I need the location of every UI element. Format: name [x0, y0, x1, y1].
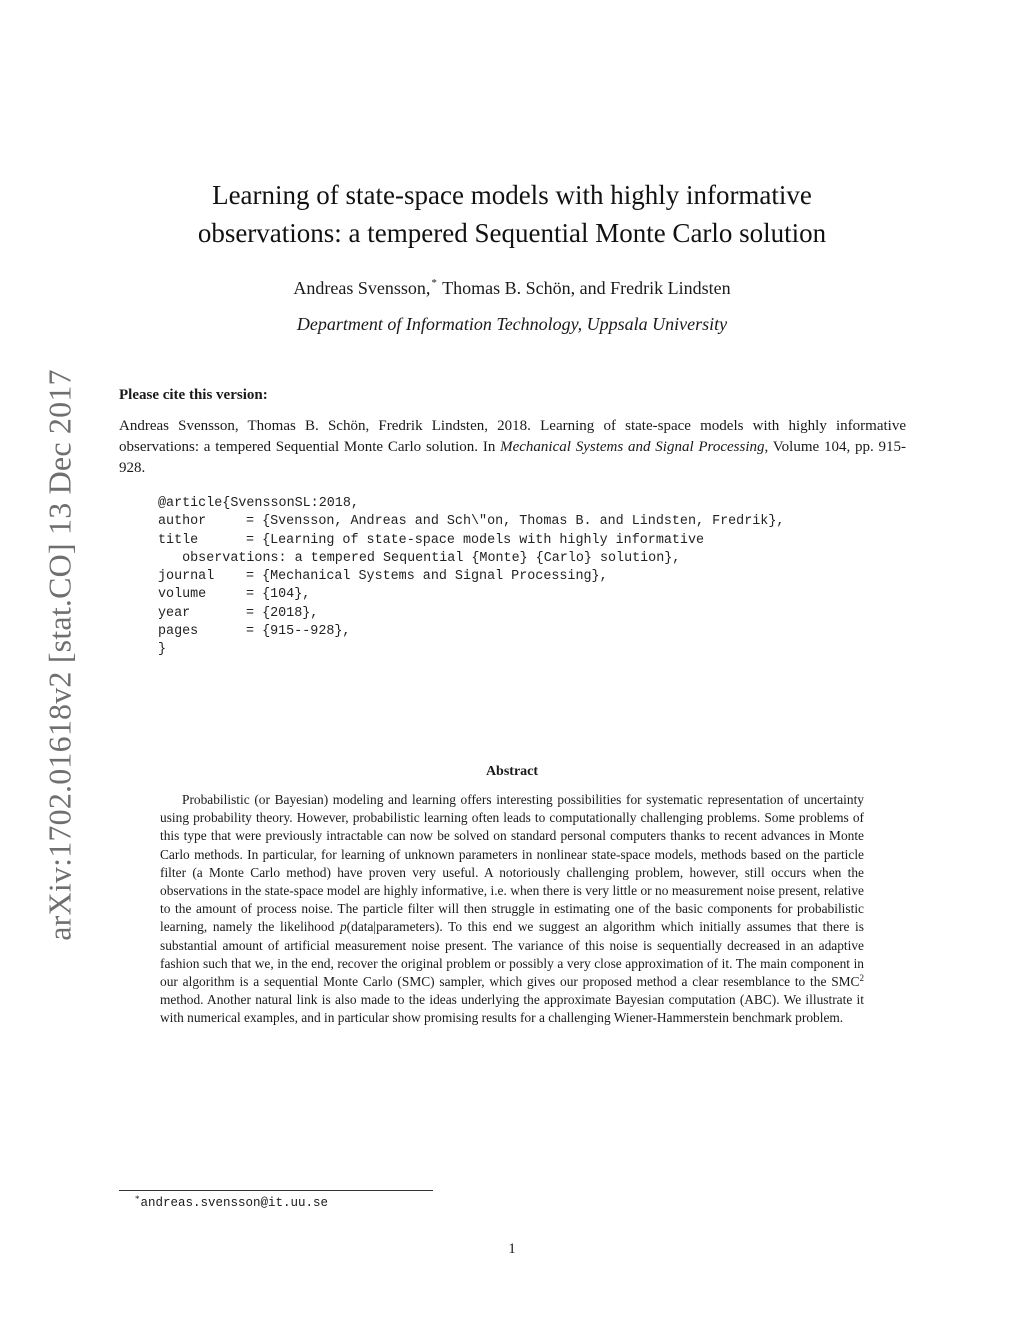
- bibtex-author-line: [158, 513, 784, 531]
- bibtex-year-key: year: [158, 605, 191, 621]
- bibtex-journal-key: journal: [158, 569, 215, 585]
- citation-text: [119, 416, 906, 479]
- bibtex-title-key: title: [158, 532, 199, 548]
- bibtex-author-key: author: [158, 514, 207, 530]
- bibtex-journal-value: = {Mechanical Systems and Signal Processing},: [246, 569, 608, 585]
- abstract-math-p: p: [339, 919, 347, 935]
- footnote-rule: [119, 1190, 433, 1191]
- bibtex-pages-value: = {915--928},: [246, 624, 351, 640]
- arxiv-identifier-stamp: arXiv:1702.01618v2 [stat.CO] 13 Dec 2017: [41, 369, 78, 941]
- cite-heading: Please cite this version:: [119, 387, 268, 403]
- bibtex-year-value: = {2018},: [246, 605, 319, 621]
- bibtex-year-line: [158, 605, 784, 623]
- bibtex-pages-line: [158, 623, 784, 641]
- citation-prefix: Andreas Svensson, Thomas B. Schön, Fredrik Lindsten, 2018. Learning of state-space models with highly informative observations: a tempered Sequential Monte Carlo solution. In: [119, 418, 906, 455]
- bibtex-title-continuation: observations: a tempered Sequential {Monte} {Carlo} solution},: [158, 550, 681, 566]
- bibtex-author-value: = {Svensson, Andreas and Sch\"on, Thomas B. and Lindsten, Fredrik},: [246, 514, 785, 530]
- abstract-body: [160, 791, 864, 1028]
- abstract-math-arg: (data|parameters): [346, 919, 440, 935]
- bibtex-volume-key: volume: [158, 587, 207, 603]
- author-rest: Thomas B. Schön, and Fredrik Lindsten: [437, 278, 731, 298]
- abstract-part-3: method. Another natural link is also made to the ideas underlying the approximate Bayesian computation (ABC). We illustrate it with numerical examples, and in particular show promising results for a challenging Wiener-Hammerstein benchmark problem.: [160, 992, 864, 1026]
- bibtex-journal-line: [158, 568, 784, 586]
- footnote: [135, 1194, 328, 1210]
- abstract-smc-superscript: 2: [859, 973, 864, 984]
- page-number: 1: [508, 1241, 516, 1257]
- affiliation: Department of Information Technology, Uppsala University: [296, 314, 728, 334]
- abstract-part-1: Probabilistic (or Bayesian) modeling and learning offers interesting possibilities for systematic representation of uncertainty using probability theory. However, probabilistic learning often leads to computationally challenging problems. Some problems of this type that were previously intractable can now be solved on standard personal computers thanks to recent advances in Monte Carlo methods. In particular, for learning of unknown parameters in nonlinear state-space models, methods based on the particle filter (a Monte Carlo method) have proven very useful. A notoriously challenging problem, however, still occurs when the observations in the state-space model are highly informative, i.e. when there is very little or no measurement noise present, relative to the amount of process noise. The particle filter will then struggle in estimating one of the basic components for probabilistic learning, namely the likelihood: [160, 792, 864, 935]
- citation-suffix: , Volume 104, pp. 915-928.: [119, 439, 907, 476]
- bibtex-close: }: [158, 642, 167, 658]
- author-footnote-mark: *: [431, 277, 437, 289]
- bibtex-block: [158, 495, 784, 660]
- citation-journal: Mechanical Systems and Signal Processing: [500, 439, 765, 455]
- bibtex-title-value: = {Learning of state-space models with highly informative: [246, 532, 705, 548]
- bibtex-title-line: [158, 532, 784, 550]
- author-list: [120, 271, 904, 300]
- abstract-part-2: . To this end we suggest an algorithm which initially assumes that there is substantial amount of artificial measurement noise present. The variance of this noise is sequentially decreased in an adaptive fashion such that we, in the end, recover the original problem or possibly a very close approximation of it. The main component in our algorithm is a sequential Monte Carlo (SMC) sampler, which gives our proposed method a clear resemblance to the SMC: [160, 919, 864, 990]
- bibtex-pages-key: pages: [158, 624, 199, 640]
- bibtex-volume-line: [158, 586, 784, 604]
- abstract-heading: Abstract: [485, 764, 539, 779]
- bibtex-volume-value: = {104},: [246, 587, 311, 603]
- footnote-email[interactable]: andreas.svensson@it.uu.se: [140, 1196, 329, 1210]
- author-first: Andreas Svensson,: [293, 278, 431, 298]
- title-line-2: observations: a tempered Sequential Monte Carlo solution: [197, 218, 827, 248]
- paper-title: [120, 176, 904, 252]
- title-line-1: Learning of state-space models with highly informative: [212, 180, 812, 210]
- footnote-mark: *: [135, 1194, 140, 1204]
- bibtex-open: @article{SvenssonSL:2018,: [158, 496, 359, 511]
